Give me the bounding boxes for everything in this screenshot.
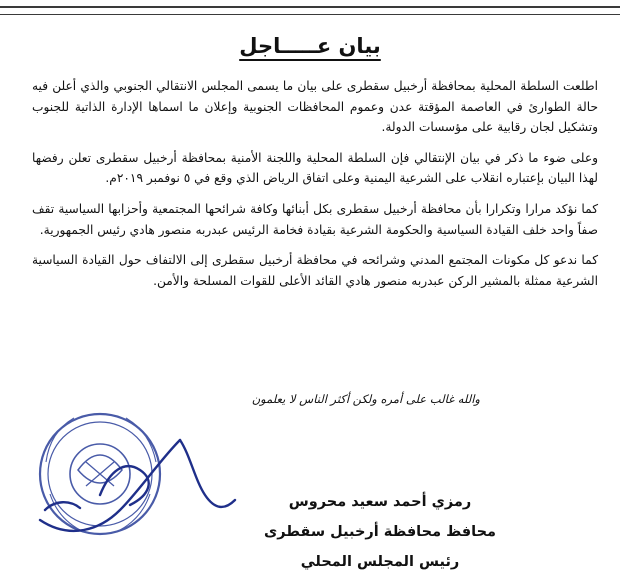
paragraph-4: كما ندعو كل مكونات المجتمع المدني وشرائحه في محافظة أرخبيل سقطرى إلى الالتفاف حول القيادة السياسية الشرعية ممثلة بالمشير الركن عبدربه منصور هادي القائد الأعلى للقوات المسلحة والأمن. xyxy=(32,253,598,288)
paragraph-3: كما نؤكد مرارا وتكرارا بأن محافظة أرخبيل سقطرى بكل أبنائها وكافة شرائحها المجتمعية وأحزابها السياسية تقف صفاً واحد خلف القيادة السياسية والحكومة الشرعية بقيادة فخامة الرئيس عبدربه منصور هادي رئيس الجمهورية. xyxy=(32,201,598,237)
closing-verse: والله غالب على أمره ولكن أكثر الناس لا يعلمون xyxy=(251,392,480,406)
paragraph-2: وعلى ضوء ما ذكر في بيان الإنتقالي فإن السلطة المحلية واللجنة الأمنية بمحافظة أرخبيل سقطرى تعلن رفضها لهذا البيان بإعتباره انقلاب على الشرعية اليمنية وعلى اتفاق الرياض الذي وقع في ٥ نوفمبر ٢٠١٩م. xyxy=(32,150,598,186)
signatory-name: رمزي أحمد سعيد محروس xyxy=(288,494,472,510)
header-rule xyxy=(0,6,620,15)
signatory-position: محافظ محافظة أرخبيل سقطرى xyxy=(264,524,496,540)
document-body xyxy=(32,76,598,301)
document-title: بيان عـــــاجل xyxy=(239,34,381,58)
signatory-role: رئيس المجلس المحلي xyxy=(300,554,460,570)
handwritten-signature xyxy=(30,400,240,550)
paragraph-1: اطلعت السلطة المحلية بمحافظة أرخبيل سقطرى على بيان ما يسمى المجلس الانتقالي الجنوبي والذي أعلن فيه حالة الطوارئ في العاصمة المؤقتة عدن وعموم المحافظات الجنوبية وإعلان ما اسماها الإدارة الذاتية للجنوب وتشكيل لجان رقابية على مؤسسات الدولة. xyxy=(32,79,598,135)
signature-block xyxy=(230,487,530,577)
